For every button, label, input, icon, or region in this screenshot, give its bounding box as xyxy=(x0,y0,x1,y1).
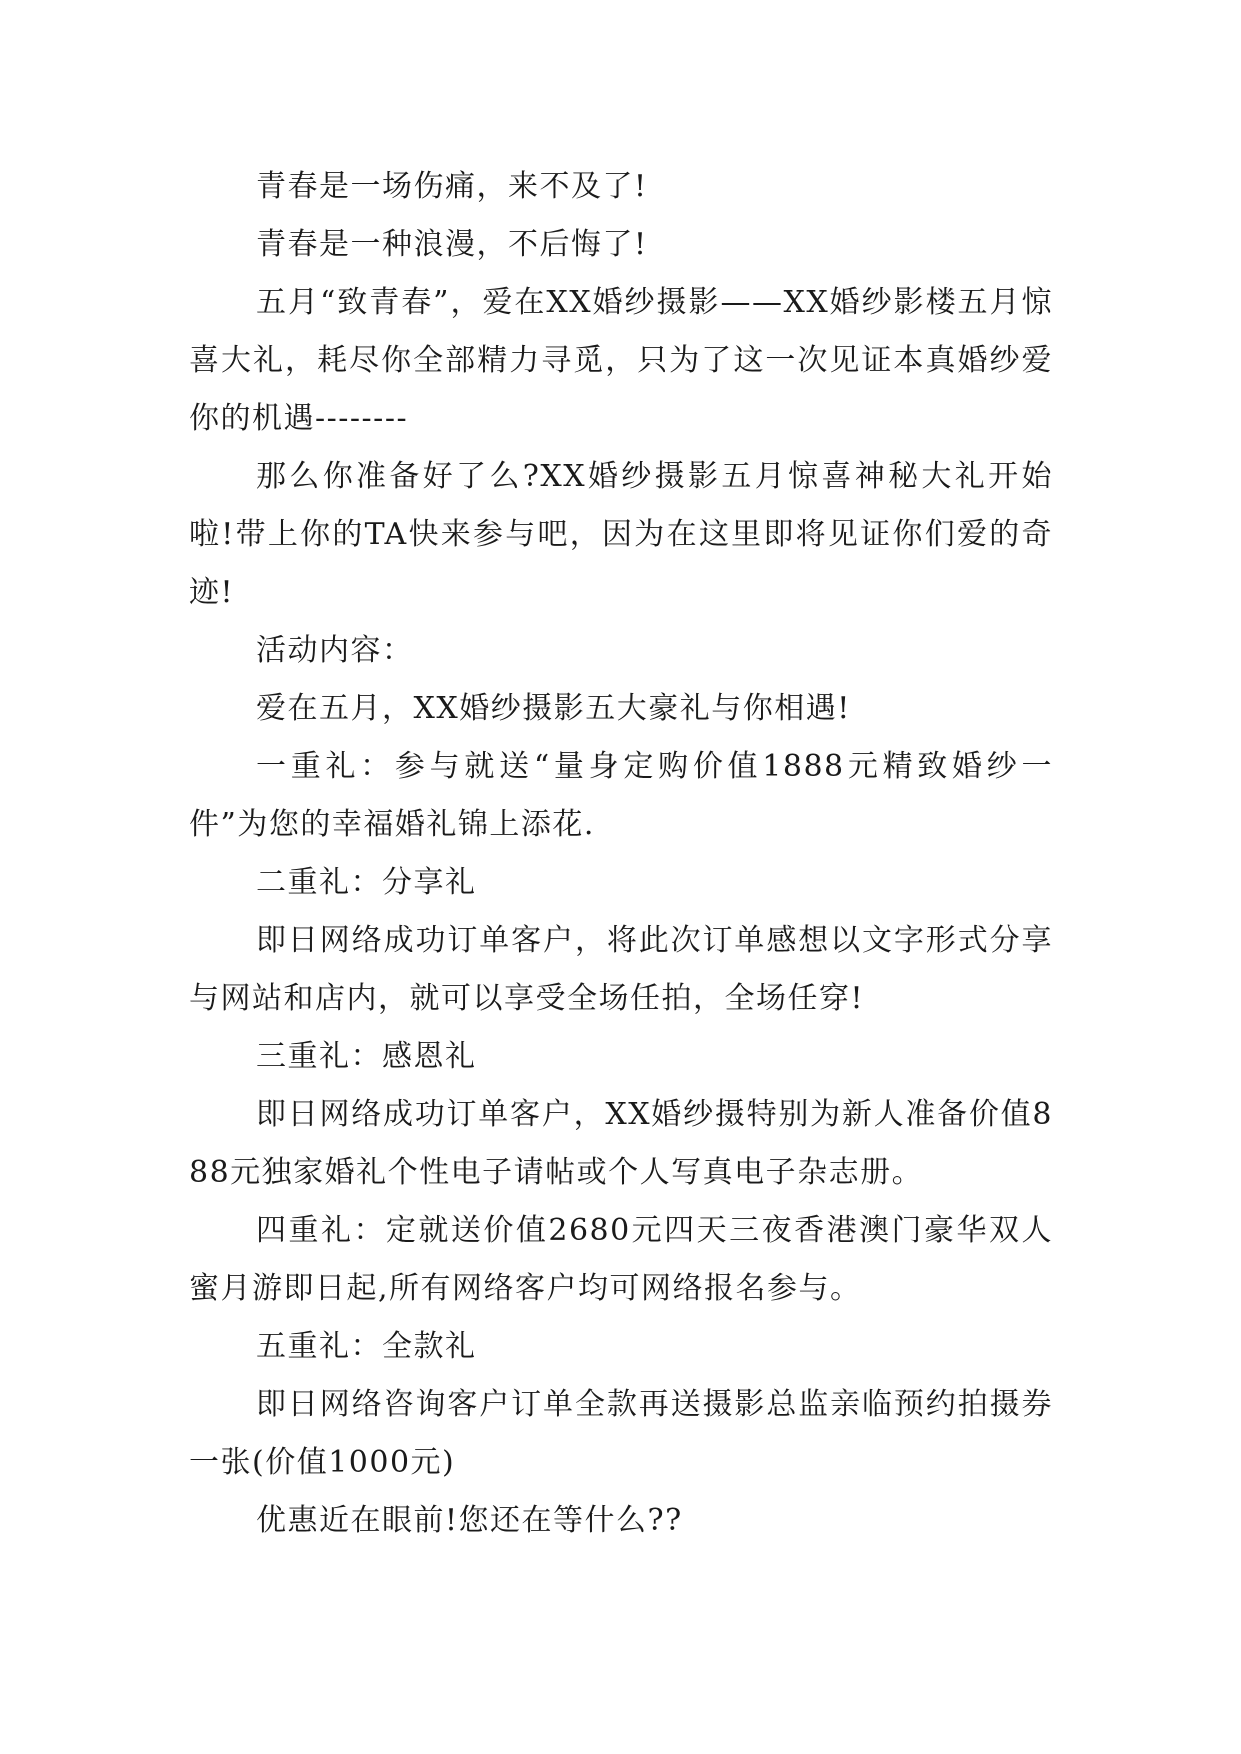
paragraph-youth-romance: 青春是一种浪漫，不后悔了! xyxy=(256,227,648,262)
paragraph-youth-pain: 青春是一场伤痛，来不及了! xyxy=(256,169,648,204)
paragraph-gift-one: 一重礼：参与就送“量身定购价值1888元精致婚纱一件”为您的幸福婚礼锦上添花. xyxy=(189,749,1053,842)
document-body xyxy=(189,158,1053,1550)
paragraph-may-intro: 五月“致青春”，爱在XX婚纱摄影——XX婚纱影楼五月惊喜大礼，耗尽你全部精力寻觅，只为了这一次见证本真婚纱爱你的机遇-------- xyxy=(189,285,1053,436)
paragraph-activity-heading: 活动内容： xyxy=(256,633,414,668)
paragraph-gift-three-detail: 即日网络成功订单客户，XX婚纱摄特别为新人准备价值888元独家婚礼个性电子请帖或个人写真电子杂志册。 xyxy=(189,1097,1053,1190)
paragraph-gift-two-title: 二重礼：分享礼 xyxy=(256,865,477,900)
paragraph-gift-three-title: 三重礼：感恩礼 xyxy=(256,1039,477,1074)
paragraph-gift-five-title: 五重礼：全款礼 xyxy=(256,1329,477,1364)
paragraph-gift-two-detail: 即日网络成功订单客户，将此次订单感想以文字形式分享与网站和店内，就可以享受全场任拍，全场任穿! xyxy=(189,923,1053,1016)
paragraph-closing: 优惠近在眼前!您还在等什么?? xyxy=(256,1503,683,1538)
paragraph-ready: 那么你准备好了么?XX婚纱摄影五月惊喜神秘大礼开始啦!带上你的TA快来参与吧，因为在这里即将见证你们爱的奇迹! xyxy=(189,459,1053,610)
paragraph-five-gifts: 爱在五月，XX婚纱摄影五大豪礼与你相遇! xyxy=(256,691,851,726)
paragraph-gift-five-detail: 即日网络咨询客户订单全款再送摄影总监亲临预约拍摄券一张(价值1000元) xyxy=(189,1387,1053,1480)
paragraph-gift-four: 四重礼：定就送价值2680元四天三夜香港澳门豪华双人蜜月游即日起,所有网络客户均可网络报名参与。 xyxy=(189,1213,1053,1306)
